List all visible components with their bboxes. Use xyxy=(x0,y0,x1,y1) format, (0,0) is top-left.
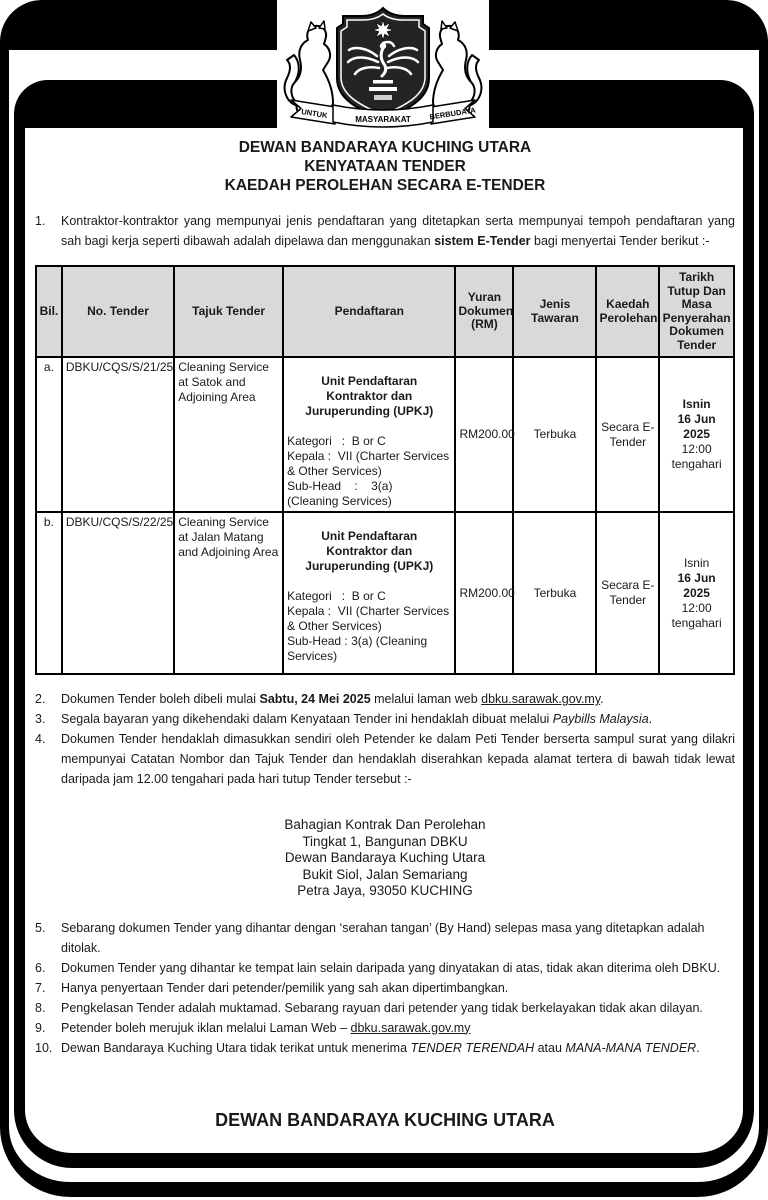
motto-left: UNTUK xyxy=(300,107,329,121)
cell-tajuk: Cleaning Service at Satok and Adjoining Area xyxy=(174,357,283,512)
kategori-line: Kategori : B or C xyxy=(287,589,386,603)
tender-table xyxy=(35,265,735,675)
col-bil: Bil. xyxy=(36,266,62,357)
kepala-line: Kepala : VII (Charter Services & Other Services) xyxy=(287,604,453,633)
closing-day: Isnin xyxy=(683,555,710,570)
address-line: Tingkat 1, Bangunan DBKU xyxy=(302,833,468,849)
clause-10-mid: atau xyxy=(534,1040,566,1055)
clause-number: 6. xyxy=(35,960,46,975)
mana-mana-tender: MANA-MANA TENDER xyxy=(565,1040,697,1055)
col-pendaftaran: Pendaftaran xyxy=(283,266,455,357)
dbku-website-link[interactable]: dbku.sarawak.gov.my xyxy=(481,692,601,706)
procurement-method: KAEDAH PEROLEHAN SECARA E-TENDER xyxy=(224,177,546,194)
clause-3-text: Segala bayaran yang dikehendaki dalam Kenyataan Tender ini hendaklah dibuat melalui xyxy=(61,712,553,726)
clause-1 xyxy=(35,211,735,251)
col-tarikh: Tarikh Tutup Dan Masa Penyerahan Dokumen Tender xyxy=(659,266,734,357)
upkj-title: Unit Pendaftaran Kontraktor dan Juruperunding (UPKJ) xyxy=(305,529,434,573)
org-name: DEWAN BANDARAYA KUCHING UTARA xyxy=(238,139,532,156)
clause-number: 10. xyxy=(35,1040,53,1055)
star-icon xyxy=(373,20,393,40)
cell-tarikh xyxy=(659,357,734,512)
closing-day: Isnin xyxy=(682,397,711,411)
clause-text: Hanya penyertaan Tender dari petender/pemilik yang sah akan dipertimbangkan. xyxy=(61,980,509,995)
document-body xyxy=(35,138,735,1130)
cell-pendaftaran xyxy=(283,512,455,674)
address-line: Dewan Bandaraya Kuching Utara xyxy=(284,850,486,865)
clause-number: 7. xyxy=(35,980,46,995)
clause-7 xyxy=(35,978,735,998)
tender-terendah: TENDER TERENDAH xyxy=(410,1040,535,1055)
clause-text: Pengkelasan Tender adalah muktamad. Sebarang rayuan dari petender yang tidak berkelayakan tidak akan dilayan. xyxy=(61,1000,703,1015)
closing-time: 12:00 tengahari xyxy=(671,442,722,471)
col-no-tender: No. Tender xyxy=(62,266,174,357)
table-header-row xyxy=(36,266,734,357)
clause-10-text: Dewan Bandaraya Kuching Utara tidak terikat untuk menerima xyxy=(61,1040,411,1055)
clause-2 xyxy=(35,689,735,709)
clause-4 xyxy=(35,729,735,789)
clause-9-text: Petender boleh merujuk iklan melalui Laman Web – xyxy=(61,1020,351,1035)
cell-bil: a. xyxy=(36,357,62,512)
subhead-line: Sub-Head : 3(a) (Cleaning Services) xyxy=(287,634,431,663)
clause-number: 9. xyxy=(35,1020,46,1035)
cell-yuran: RM200.00 xyxy=(455,357,513,512)
dbku-website-link[interactable]: dbku.sarawak.gov.my xyxy=(350,1020,471,1035)
table-row xyxy=(36,512,734,674)
clause-5 xyxy=(35,918,735,958)
motto-right: BERBUDAYA xyxy=(428,105,477,122)
cell-tajuk: Cleaning Service at Jalan Matang and Adjoining Area xyxy=(174,512,283,674)
clause-3-tail: . xyxy=(648,712,653,726)
col-tajuk: Tajuk Tender xyxy=(174,266,283,357)
upkj-title: Unit Pendaftaran Kontraktor dan Juruperunding (UPKJ) xyxy=(305,374,434,418)
cell-kaedah: Secara E-Tender xyxy=(596,512,659,674)
clause-number: 1. xyxy=(35,214,46,228)
clause-text xyxy=(61,1038,735,1058)
paybills-name: Paybills Malaysia xyxy=(552,712,649,726)
clause-8 xyxy=(35,998,735,1018)
dbku-crest xyxy=(277,0,489,134)
closing-date: 16 Jun 2025 xyxy=(677,570,716,600)
cell-jenis: Terbuka xyxy=(513,512,596,674)
clause-text xyxy=(61,689,735,709)
clause-number: 3. xyxy=(35,712,46,726)
cell-yuran: RM200.00 xyxy=(455,512,513,674)
cell-bil: b. xyxy=(36,512,62,674)
cell-no-tender: DBKU/CQS/S/21/25 xyxy=(62,357,174,512)
sale-start-date: Sabtu, 24 Mei 2025 xyxy=(259,692,371,706)
document-title xyxy=(35,138,735,195)
subhead-line: Sub-Head : 3(a) (Cleaning Services) xyxy=(287,479,403,508)
clause-3 xyxy=(35,709,735,729)
clause-9 xyxy=(35,1018,735,1038)
closing-time: 12:00 tengahari xyxy=(671,600,722,630)
clause-text xyxy=(61,709,735,729)
clause-1-tail: bagi menyertai Tender berikut :- xyxy=(530,234,710,248)
kepala-line: Kepala : VII (Charter Services & Other Services) xyxy=(287,449,453,478)
clause-1-bold: sistem E-Tender xyxy=(434,234,531,248)
clause-text: Dokumen Tender yang dihantar ke tempat lain selain daripada yang dinyatakan di atas, tidak akan diterima oleh DBKU. xyxy=(61,960,721,975)
cell-jenis: Terbuka xyxy=(513,357,596,512)
col-kaedah: Kaedah Perolehan xyxy=(596,266,659,357)
col-yuran: Yuran Dokumen (RM) xyxy=(455,266,513,357)
clause-10 xyxy=(35,1038,735,1058)
clause-2-tail: . xyxy=(600,692,604,706)
submission-address xyxy=(35,817,735,900)
cell-no-tender: DBKU/CQS/S/22/25 xyxy=(62,512,174,674)
clause-text xyxy=(61,211,735,251)
cell-tarikh xyxy=(659,512,734,674)
dbku-crest-icon xyxy=(277,0,489,134)
clause-10-tail: . xyxy=(696,1040,700,1055)
cell-pendaftaran xyxy=(283,357,455,512)
notice-type: KENYATAAN TENDER xyxy=(304,158,466,175)
address-line: Bahagian Kontrak Dan Perolehan xyxy=(284,817,486,832)
footer-org-title: DEWAN BANDARAYA KUCHING UTARA xyxy=(215,1109,555,1130)
clause-text: Dokumen Tender hendaklah dimasukkan sendiri oleh Petender ke dalam Peti Tender berserta sampul surat yang dilakri mempunyai Catatan Nombor dan Tajuk Tender dan hendaklah diserahkan kepada alamat tertera di bawah tidak lewat daripada jam 12.00 tengahari pada hari tutup Tender tersebut :- xyxy=(61,732,735,786)
clause-number: 2. xyxy=(35,692,46,706)
table-row xyxy=(36,357,734,512)
clause-6 xyxy=(35,958,735,978)
address-line: Bukit Siol, Jalan Semariang xyxy=(302,866,468,882)
clause-2-mid: melalui laman web xyxy=(370,692,482,706)
kategori-line: Kategori : B or C xyxy=(287,434,386,448)
clause-2-text: Dokumen Tender boleh dibeli mulai xyxy=(61,692,260,706)
col-jenis: Jenis Tawaran xyxy=(513,266,596,357)
clause-text xyxy=(61,1018,735,1038)
closing-date: 16 Jun 2025 xyxy=(677,412,716,441)
cell-kaedah: Secara E-Tender xyxy=(596,357,659,512)
clause-text: Sebarang dokumen Tender yang dihantar dengan ‘serahan tangan’ (By Hand) selepas masa yang ditetapkan adalah ditolak. xyxy=(61,920,705,955)
clause-number: 5. xyxy=(35,920,46,935)
address-line: Petra Jaya, 93050 KUCHING xyxy=(297,883,473,898)
clause-1-text: Kontraktor-kontraktor yang mempunyai jenis pendaftaran yang ditetapkan serta mempunyai tempoh pendaftaran yang sah bagi kerja seperti dibawah adalah dipelawa dan menggunakan xyxy=(61,214,735,248)
motto-center: MASYARAKAT xyxy=(355,115,411,124)
clause-number: 4. xyxy=(35,732,46,746)
clause-number: 8. xyxy=(35,1000,46,1015)
